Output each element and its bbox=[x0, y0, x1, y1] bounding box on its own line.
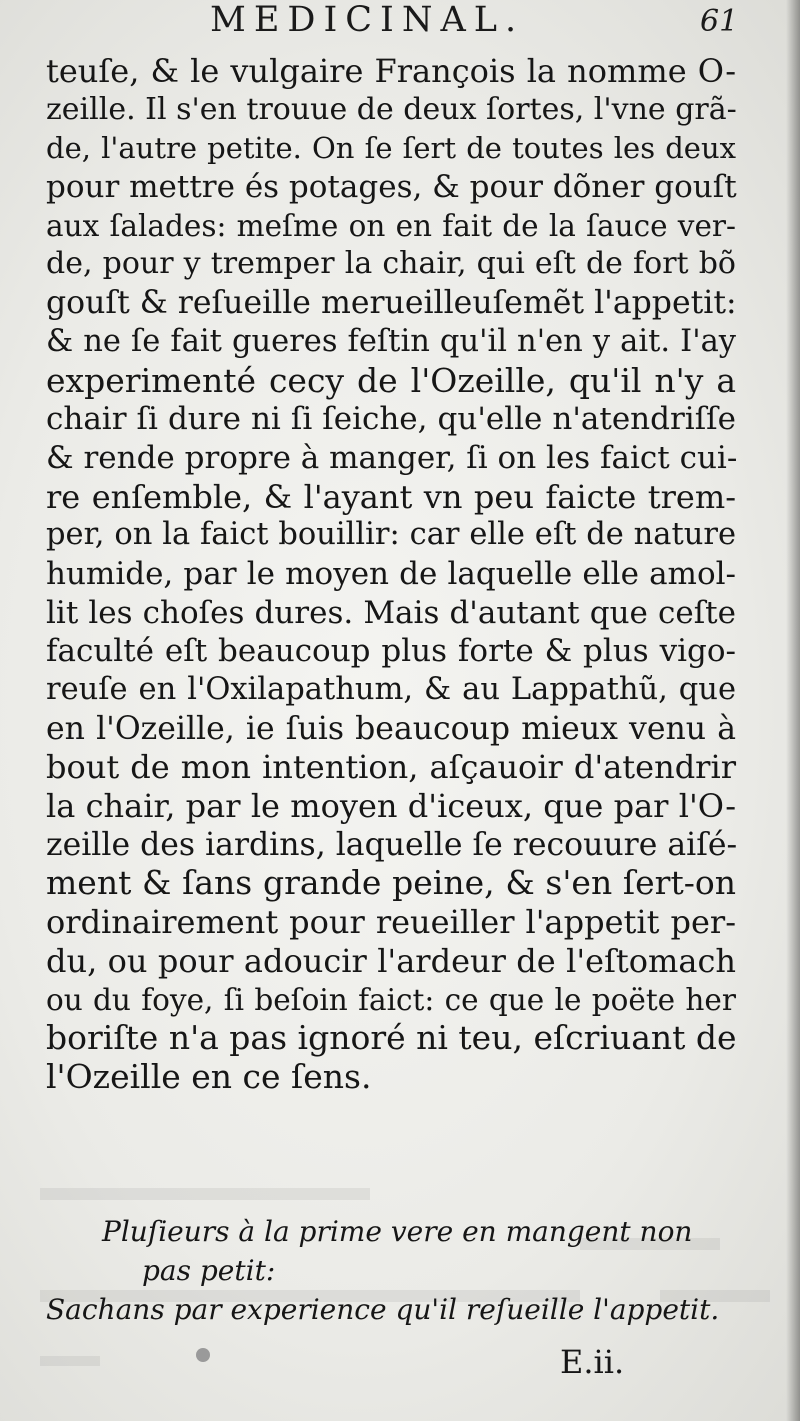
signature-mark: E.ii. bbox=[560, 1343, 625, 1381]
text-line: teuſe, & le vulgaire François la nomme O- bbox=[46, 52, 736, 90]
text-line: boriſte n'a pas ignoré ni teu, eſcriuant de bbox=[46, 1018, 737, 1058]
text-line: humide, par le moyen de laquelle elle amol- bbox=[46, 555, 736, 592]
text-line: faculté eſt beaucoup plus forte & plus vigo- bbox=[46, 633, 736, 670]
text-line: chair ſi dure ni ſi ſeiche, qu'elle n'atendriſſe bbox=[46, 401, 736, 438]
page-number: 61 bbox=[700, 4, 739, 39]
text-line: bout de mon intention, aſçauoir d'atendrir bbox=[46, 748, 736, 787]
text-line: en l'Ozeille, ie ſuis beaucoup mieux venu à bbox=[46, 710, 736, 747]
verse-line-1: Pluſieurs à la prime vere en mangent non bbox=[102, 1215, 693, 1248]
text-line: experimenté cecy de l'Ozeille, qu'il n'y a bbox=[46, 360, 736, 400]
text-line: ou du foye, ſi beſoin faict: ce que le poëte her bbox=[46, 982, 736, 1017]
body-text bbox=[46, 52, 746, 1097]
text-line: du, ou pour adoucir l'ardeur de l'eſtomach bbox=[46, 941, 736, 980]
text-line: l'Ozeille en ce ſens. bbox=[46, 1056, 372, 1096]
text-line: ment & ſans grande peine, & s'en ſert-on bbox=[46, 863, 736, 903]
verse-line-2: pas petit: bbox=[142, 1254, 276, 1287]
text-line: pour mettre és potages, & pour dõner gouſt bbox=[46, 169, 737, 206]
text-line: zeille des iardins, laquelle ſe recouure aiſé- bbox=[46, 826, 738, 863]
verse-quotation bbox=[46, 1213, 766, 1330]
text-line: de, l'autre petite. On ſe ſert de toutes les deux bbox=[46, 131, 736, 166]
text-line: lit les choſes dures. Mais d'autant que ceſte bbox=[46, 594, 736, 631]
page-header bbox=[0, 0, 800, 48]
text-line: zeille. Il s'en trouue de deux ſortes, l'vne grã- bbox=[46, 91, 737, 127]
verse-line-3: Sachans par experience qu'il reſueille l'appetit. bbox=[46, 1293, 720, 1326]
text-line: gouſt & reſueille merueilleuſemẽt l'appetit: bbox=[46, 285, 737, 322]
text-line: aux ſalades: meſme on en fait de la ſauce ver- bbox=[46, 208, 736, 243]
text-line: re enſemble, & l'ayant vn peu faicte trem- bbox=[46, 477, 736, 516]
text-line: la chair, par le moyen d'iceux, que par l'O- bbox=[46, 787, 736, 826]
text-line: de, pour y tremper la chair, qui eſt de fort bõ bbox=[46, 246, 736, 282]
text-line: & rende propre à manger, ſi on les faict cui- bbox=[46, 439, 738, 476]
ink-spot bbox=[196, 1348, 210, 1362]
text-line: reuſe en l'Oxilapathum, & au Lappathũ, que bbox=[46, 672, 736, 707]
text-line: ordinairement pour reueiller l'appetit per- bbox=[46, 903, 736, 942]
running-title: MEDICINAL. bbox=[210, 0, 525, 40]
text-line: & ne ſe fait gueres feſtin qu'il n'en y ait. I'ay bbox=[46, 323, 736, 359]
text-line: per, on la faict bouillir: car elle eſt de nature bbox=[46, 517, 736, 553]
